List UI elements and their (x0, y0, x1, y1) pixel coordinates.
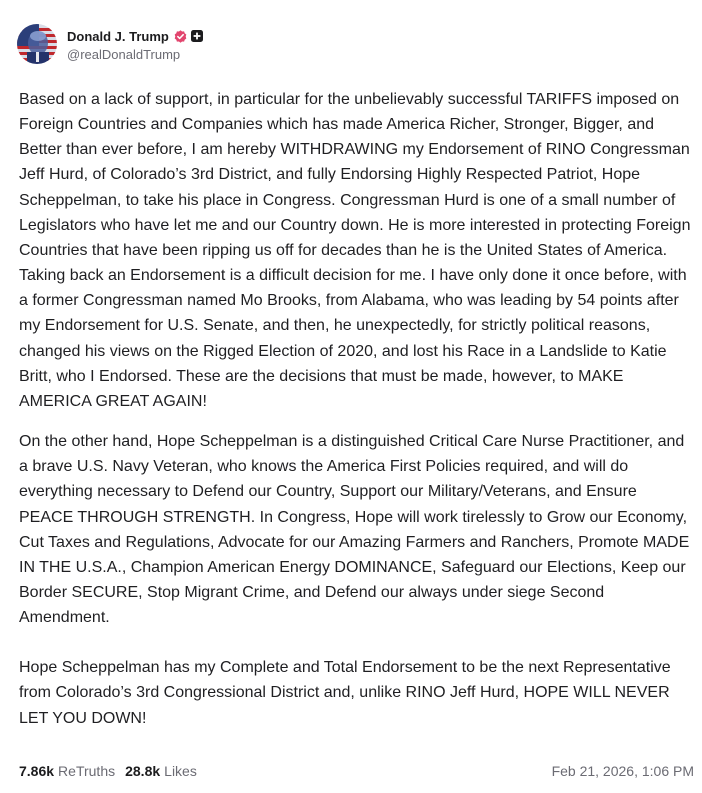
post-footer (19, 763, 694, 779)
plus-badge-icon (191, 30, 203, 42)
author-display-name[interactable]: Donald J. Trump (67, 28, 169, 44)
retruths-stat[interactable] (19, 763, 115, 779)
avatar[interactable] (17, 24, 57, 64)
post-paragraph-3: Hope Scheppelman has my Complete and Total Endorsement to be the next Representative from Colorado’s 3rd Congressional District and, unlike RINO Jeff Hurd, HOPE WILL NEVER LET YOU DOWN! (19, 659, 671, 727)
post-paragraph-1: Based on a lack of support, in particular for the unbelievably successful TARIFFS imposed on Foreign Countries and Companies which has made America Richer, Stronger, Bigger, and Better than ever before, I am hereby WITHDRAWING my Endorsement of RINO Congressman Jeff Hurd, of Colorado’s 3rd District, and fully Endorsing Highly Respected Patriot, Hope Scheppelman, to take his place in Congress. Congressman Hurd is one of a small number of Legislators who have let me and our Country down. He is more interested in protecting Foreign Countries that have been ripping us off for decades than he is the United States of America. Taking back an Endorsement is a difficult decision for me. I have only done it once before, with a former Congressman named Mo Brooks, from Alabama, who was leading by 54 points after my Endorsement for U.S. Senate, and then, he unexpectedly, for strictly political reasons, changed his views on the Rigged Election of 2020, and lost his Race in a Landslide to Katie Britt, who I Endorsed. These are the decisions that must be made, however, to MAKE AMERICA GREAT AGAIN! (19, 91, 691, 410)
author-info (67, 26, 203, 62)
retruths-count: 7.86k (19, 763, 55, 779)
likes-stat[interactable] (125, 763, 197, 779)
post-body (19, 87, 691, 731)
post-timestamp[interactable]: Feb 21, 2026, 1:06 PM (551, 763, 694, 779)
author-handle[interactable]: @realDonaldTrump (67, 47, 181, 62)
verified-badge-icon (174, 30, 187, 43)
likes-label: Likes (164, 763, 197, 779)
retruths-label: ReTruths (58, 763, 116, 779)
likes-count: 28.8k (125, 763, 161, 779)
post-paragraph-2: On the other hand, Hope Scheppelman is a distinguished Critical Care Nurse Practitioner, and a brave U.S. Navy Veteran, who knows the America First Policies required, and will do everything necessary to Defend our Country, Support our Military/Veterans, and Ensure PEACE THROUGH STRENGTH. In Congress, Hope will work tirelessly to Grow our Economy, Cut Taxes and Regulations, Advocate for our Amazing Farmers and Ranchers, Promote MADE IN THE U.S.A., Champion American Energy DOMINANCE, Safeguard our Elections, Keep our Border SECURE, Stop Migrant Crime, and Defend our always under siege Second Amendment. (19, 433, 690, 627)
avatar-portrait-icon (17, 24, 57, 64)
post-header (17, 24, 203, 64)
name-row (67, 26, 203, 46)
